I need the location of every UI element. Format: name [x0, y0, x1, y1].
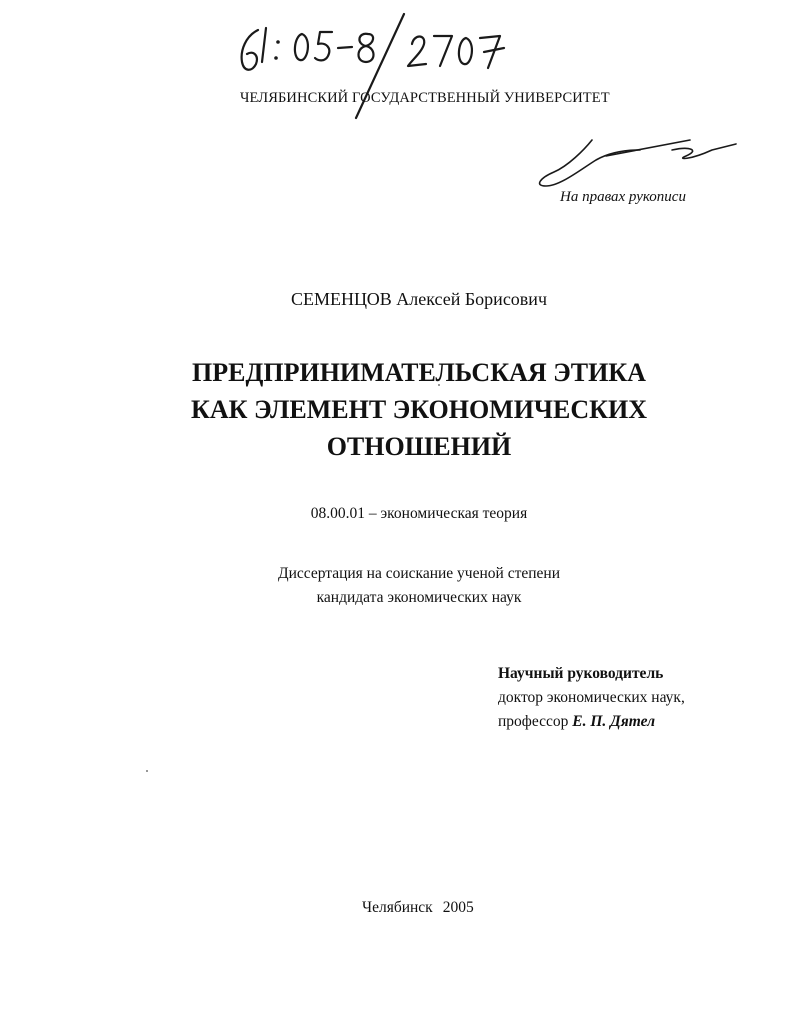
supervisor-block [498, 662, 685, 734]
scan-speck [146, 770, 148, 772]
degree-line: кандидата экономических наук [316, 589, 522, 606]
supervisor-title-prefix: профессор [498, 713, 569, 730]
dissertation-title [0, 354, 791, 465]
degree-line: Диссертация на соискание ученой степени [278, 565, 560, 582]
city: Челябинск [362, 899, 433, 916]
supervisor-heading: Научный руководитель [498, 665, 664, 682]
manuscript-rights-note: На правах рукописи [560, 189, 686, 205]
degree-statement [0, 562, 791, 610]
supervisor-degree: доктор экономических наук, [498, 689, 685, 706]
university-name: ЧЕЛЯБИНСКИЙ ГОСУДАРСТВЕННЫЙ УНИВЕРСИТЕТ [240, 90, 610, 106]
specialty-code: 08.00.01 – экономическая теория [310, 505, 528, 522]
supervisor-name: Е. П. Дятел [572, 713, 656, 730]
year: 2005 [442, 899, 474, 916]
title-line: ПРЕДПРИНИМАТЕЛЬСКАЯ ЭТИКА [192, 358, 646, 387]
city-year [362, 899, 474, 917]
title-line: ОТНОШЕНИЙ [326, 432, 512, 461]
title-line: КАК ЭЛЕМЕНТ ЭКОНОМИЧЕСКИХ [191, 395, 647, 424]
supervisor-title [498, 710, 685, 734]
author-name: СЕМЕНЦОВ Алексей Борисович [290, 289, 547, 309]
